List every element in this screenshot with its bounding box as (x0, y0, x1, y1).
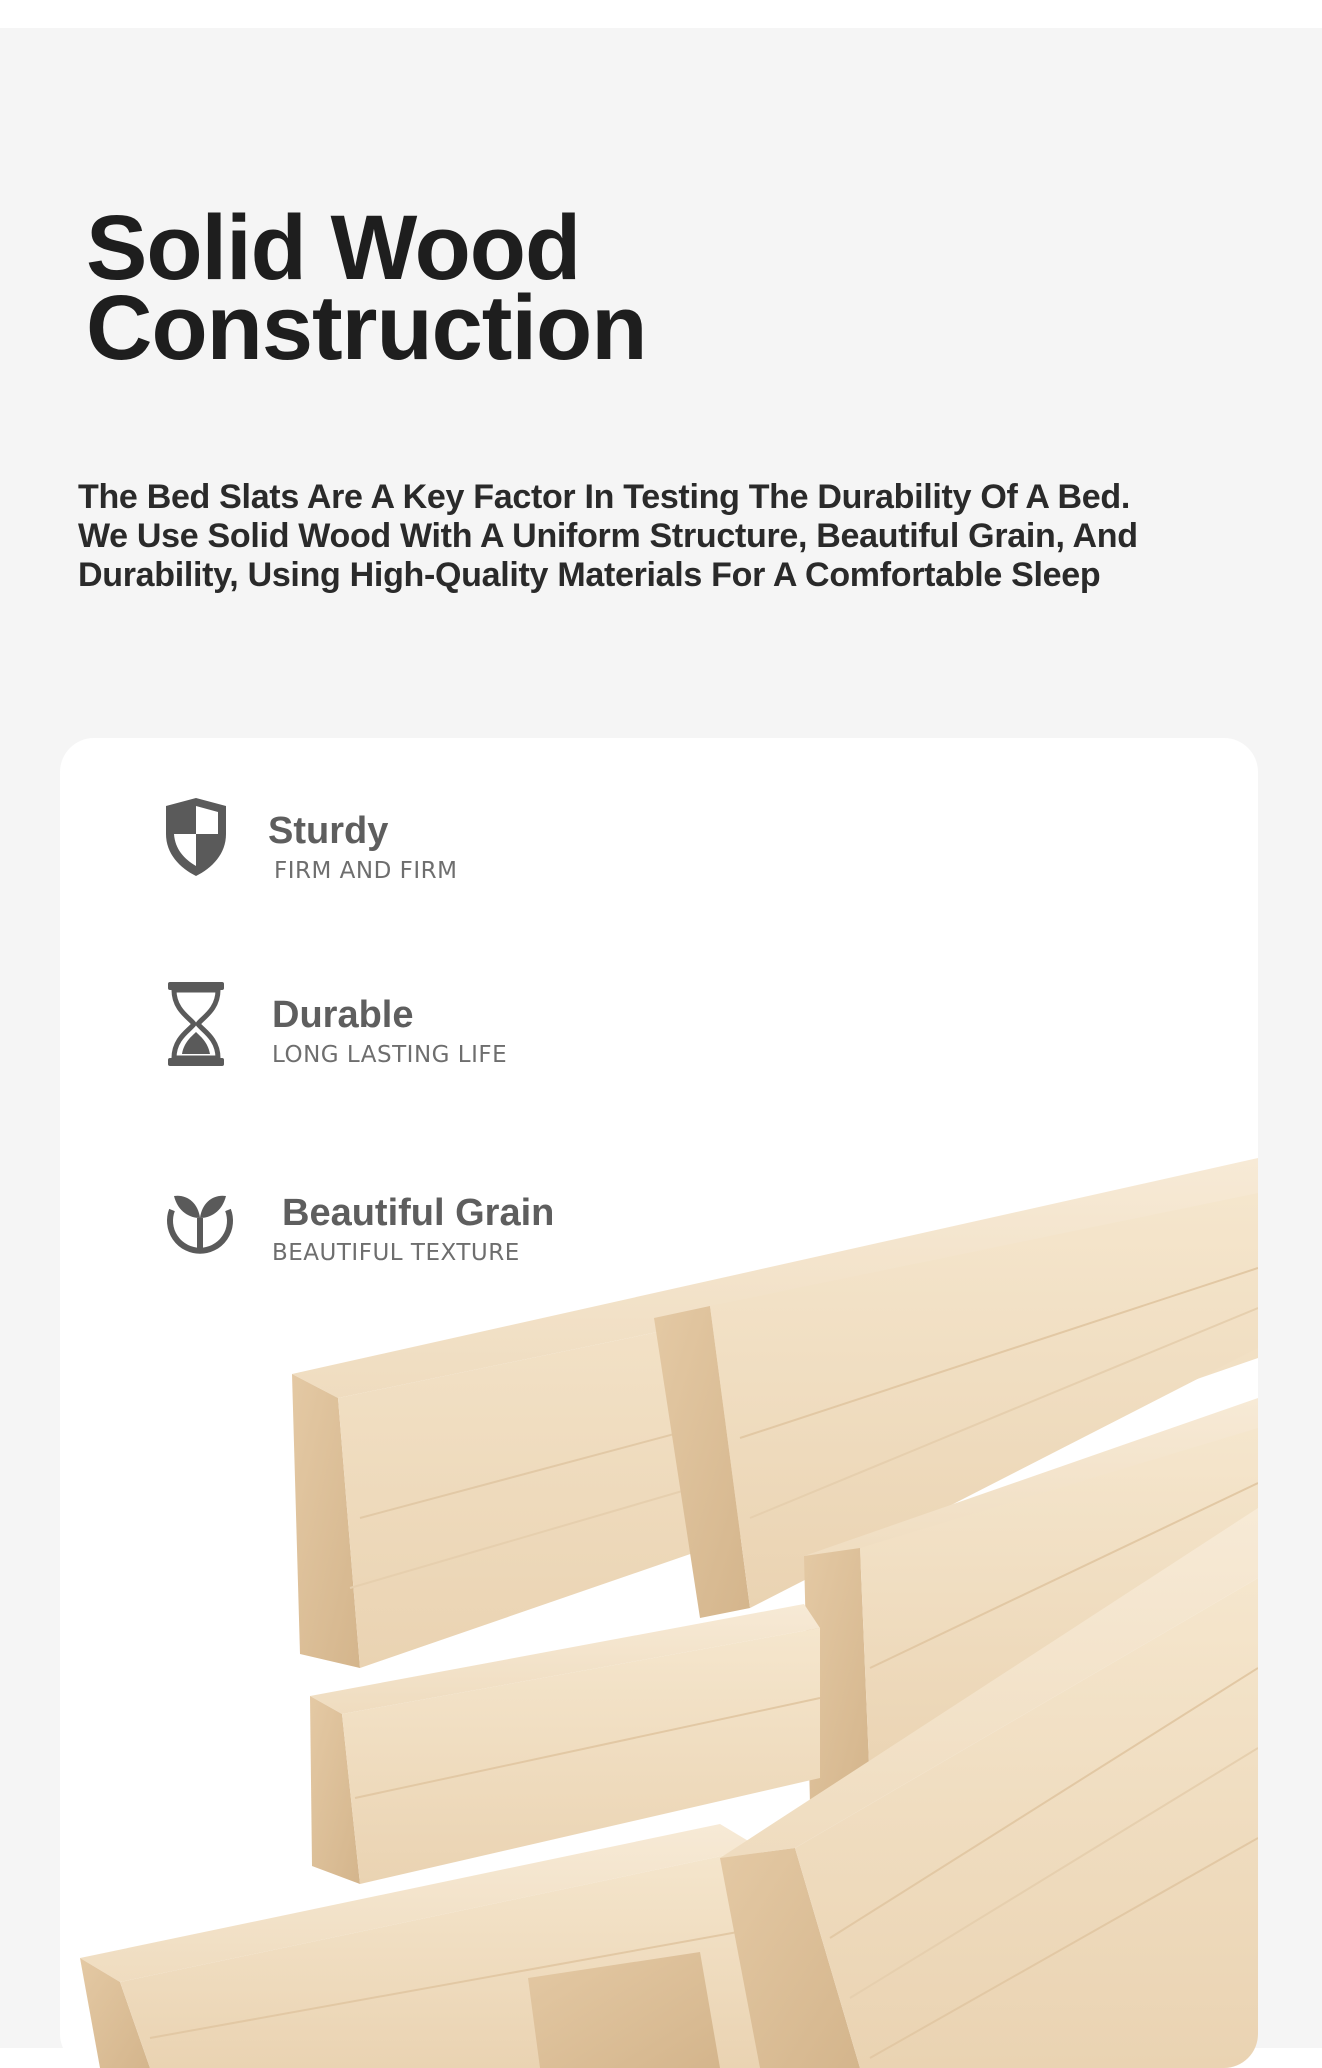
feature-subtitle: FIRM AND FIRM (274, 858, 458, 884)
feature-title: Beautiful Grain (282, 1192, 555, 1234)
sprout-icon (160, 1178, 240, 1263)
hourglass-icon (166, 980, 226, 1073)
feature-durable (166, 980, 606, 1090)
description-line-2: We Use Solid Wood With A Uniform Structure, Beautiful Grain, And (78, 517, 1138, 555)
shield-icon (162, 796, 230, 883)
page-title-line-2: Construction (86, 277, 647, 379)
feature-title: Sturdy (268, 810, 389, 852)
wood-slats-image (60, 738, 1258, 2068)
description-line-1: The Bed Slats Are A Key Factor In Testing The Durability Of A Bed. (78, 478, 1130, 516)
feature-title: Durable (272, 994, 414, 1036)
page-title-line-1: Solid Wood (86, 197, 581, 299)
feature-sturdy (162, 796, 582, 906)
description (78, 478, 1258, 595)
description-line-3: Durability, Using High-Quality Materials For A Comfortable Sleep (78, 556, 1101, 594)
feature-card (60, 738, 1258, 2068)
feature-subtitle: BEAUTIFUL TEXTURE (272, 1240, 520, 1266)
page-title (86, 197, 647, 379)
feature-beautiful-grain (160, 1178, 620, 1288)
feature-subtitle: LONG LASTING LIFE (272, 1042, 508, 1068)
